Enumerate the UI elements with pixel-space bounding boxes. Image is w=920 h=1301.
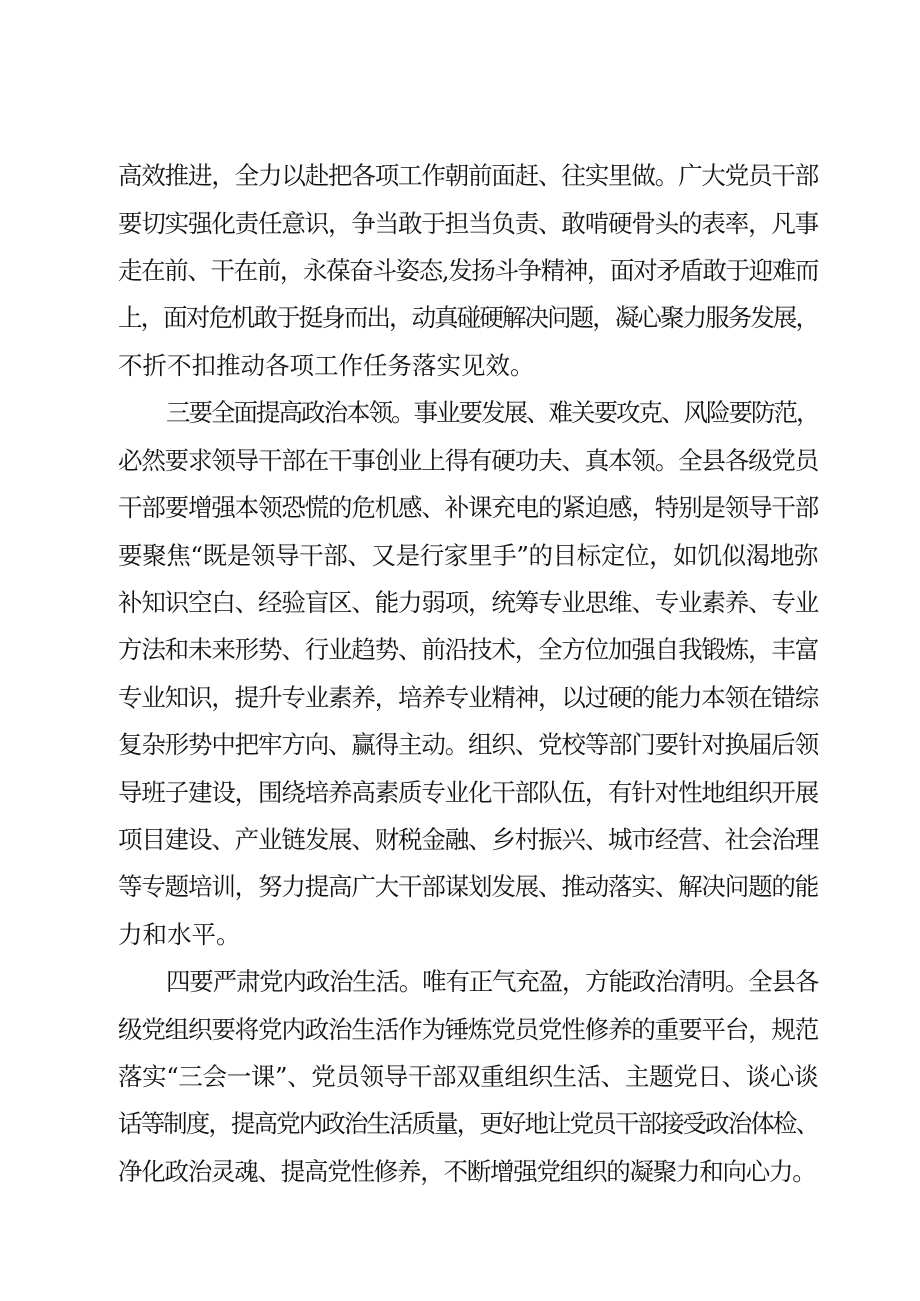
paragraph-2-line-5: 补知识空白、经验盲区、能力弱项，统筹专业思维、专业素养、专业 — [118, 588, 818, 617]
paragraph-2-line-7: 专业知识，提升专业素养，培养专业精神，以过硬的能力本领在错综 — [118, 683, 818, 712]
paragraph-2-line-3: 干部要增强本领恐慌的危机感、补课充电的紧迫感，特别是领导干部 — [118, 493, 818, 522]
paragraph-1-line-2: 要切实强化责任意识，争当敢于担当负责、敢啃硬骨头的表率，凡事 — [118, 209, 818, 238]
paragraph-3-line-5: 净化政治灵魂、提高党性修养，不断增强党组织的凝聚力和向心力。 — [118, 1157, 816, 1186]
paragraph-2-line-2: 必然要求领导干部在干事创业上得有硬功夫、真本领。全县各级党员 — [118, 446, 818, 475]
paragraph-2-line-12: 力和水平。 — [118, 920, 241, 949]
paragraph-2-line-6: 方法和未来形势、行业趋势、前沿技术，全方位加强自我锻炼，丰富 — [118, 635, 818, 664]
paragraph-3-line-1: 四要严肃党内政治生活。唯有正气充盈，方能政治清明。全县各 — [166, 967, 818, 996]
paragraph-1-line-4: 上，面对危机敢于挺身而出，动真碰硬解决问题，凝心聚力服务发展， — [118, 303, 818, 332]
paragraph-3-line-3: 落实“三会一课”、党员领导干部双重组织生活、主题党日、谈心谈 — [118, 1062, 818, 1091]
paragraph-1-line-5: 不折不扣推动各项工作任务落实见效。 — [118, 351, 535, 380]
paragraph-1-line-3: 走在前、干在前，永葆奋斗姿态,发扬斗争精神，面对矛盾敢于迎难而 — [118, 256, 818, 285]
paragraph-2-line-1: 三要全面提高政治本领。事业要发展、难关要攻克、风险要防范， — [166, 398, 819, 427]
paragraph-1-line-1: 高效推进，全力以赴把各项工作朝前面赶、往实里做。广大党员干部 — [118, 161, 818, 190]
paragraph-2-line-8: 复杂形势中把牢方向、赢得主动。组织、党校等部门要针对换届后领 — [118, 730, 818, 759]
paragraph-2-line-4: 要聚焦“既是领导干部、又是行家里手”的目标定位，如饥似渴地弥 — [118, 541, 818, 570]
paragraph-3-line-4: 话等制度，提高党内政治生活质量，更好地让党员干部接受政治体检、 — [118, 1109, 818, 1138]
paragraph-2-line-10: 项目建设、产业链发展、财税金融、乡村振兴、城市经营、社会治理 — [118, 825, 818, 854]
paragraph-2-line-11: 等专题培训，努力提高广大干部谋划发展、推动落实、解决问题的能 — [118, 872, 818, 901]
paragraph-2-line-9: 导班子建设，围绕培养高素质专业化干部队伍，有针对性地组织开展 — [118, 778, 818, 807]
paragraph-3-line-2: 级党组织要将党内政治生活作为锤炼党员党性修养的重要平台，规范 — [118, 1015, 818, 1044]
